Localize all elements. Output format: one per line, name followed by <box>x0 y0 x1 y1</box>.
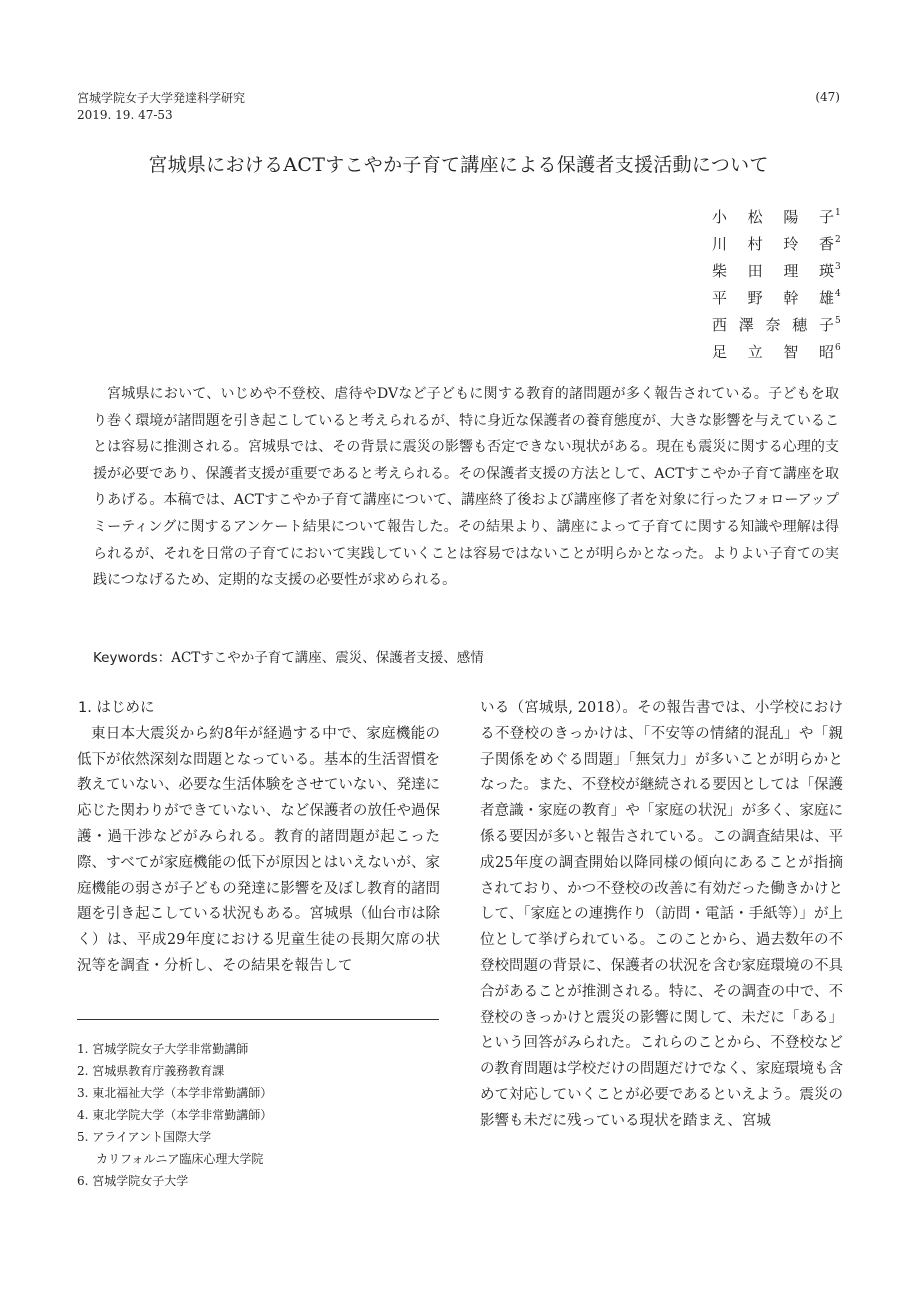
author-name: 足立智昭 <box>712 343 834 361</box>
keywords <box>93 646 484 666</box>
paper-title: 宮城県におけるACTすこやか子育て講座による保護者支援活動について <box>148 154 769 176</box>
footnote-text: 東北福祉大学（本学非常勤講師） <box>92 1086 273 1100</box>
footnote-number: 4. <box>77 1108 89 1122</box>
author-name: 川村玲香 <box>712 235 834 253</box>
footnote-text: 東北学院大学（本学非常勤講師） <box>92 1108 273 1122</box>
section-heading: 1. はじめに <box>78 700 155 716</box>
author <box>712 281 841 308</box>
footnote-text: 宮城学院女子大学非常勤講師 <box>92 1042 249 1056</box>
author-affiliation-mark: 4 <box>835 289 841 299</box>
footnote-number: 5. <box>77 1130 89 1144</box>
author <box>712 335 841 362</box>
footnote-number: 6. <box>77 1174 89 1188</box>
footnote-list <box>77 1038 272 1192</box>
footnote-text: 宮城県教育庁義務教育課 <box>92 1064 225 1078</box>
author-affiliation-mark: 5 <box>835 316 841 326</box>
author-affiliation-mark: 2 <box>835 235 841 245</box>
footnote-continuation: カリフォルニア臨床心理大学院 <box>96 1152 264 1166</box>
journal-header <box>77 90 245 124</box>
author <box>712 200 841 227</box>
keywords-text: ACTすこやか子育て講座、震災、保護者支援、感情 <box>171 650 484 666</box>
keywords-label: Keywords： <box>93 650 172 666</box>
body-text-left: 東日本大震災から約8年が経過する中で、家庭機能の低下が依然深刻な問題となっている。基本的生活習慣を教えていない、必要な生活体験をさせていない、発達に応じた関わりができていない、など保護者の放任や過保護・過干渉などがみられる。教育的諸問題が起こった際、すべてが家庭機能の低下が原因とはいえないが、家庭機能の弱さが子どもの発達に影響を及ぼし教育的諸問題を引き起こしている状況もある。宮城県（仙台市は除く）は、平成29年度における児童生徒の長期欠席の状況等を調査・分析し、その結果を報告して <box>77 725 440 974</box>
journal-name: 宮城学院女子大学発達科学研究 <box>77 91 246 105</box>
author-affiliation-mark: 3 <box>835 262 841 272</box>
footnote-text: アライアント国際大学 <box>92 1130 212 1144</box>
author <box>712 254 841 281</box>
footnote <box>77 1104 272 1126</box>
author <box>712 227 841 254</box>
author-affiliation-mark: 6 <box>835 343 841 353</box>
abstract <box>93 381 839 594</box>
body-column-left <box>77 696 440 980</box>
author <box>712 308 841 335</box>
author-affiliation-mark: 1 <box>835 208 841 218</box>
author-name: 柴田理瑛 <box>712 262 834 280</box>
footnote <box>77 1170 272 1192</box>
body-text-right: いる（宮城県, 2018）。その報告書では、小学校における不登校のきっかけは、「不安等の情緒的混乱」や「親子関係をめぐる問題」「無気力」が多いことが明らかとなった。また、不登校が継続される要因としては「保護者意識・家庭の教育」や「家庭の状況」が多く、家庭に係る要因が多いと報告されている。この調査結果は、平成25年度の調査開始以降同様の傾向にあることが指摘されており、かつ不登校の改善に有効だった働きかけとして、「家庭との連携作り（訪問・電話・手紙等）」が上位として挙げられている。このことから、過去数年の不登校問題の背景に、保護者の状況を含む家庭環境の不具合があることが推測される。特に、その調査の中で、不登校のきっかけと震災の影響に関して、未だに「ある」という回答がみられた。これらのことから、不登校などの教育問題は学校だけの問題だけでなく、家庭環境も含めて対応していくことが必要であるといえよう。震災の影響も未だに残っている現状を踏まえ、宮城 <box>480 700 843 1129</box>
journal-citation: 2019. 19. 47-53 <box>77 108 173 122</box>
footnote-number: 2. <box>77 1064 89 1078</box>
page-number: (47) <box>815 90 840 104</box>
footnote <box>77 1038 272 1060</box>
footnote <box>77 1060 272 1082</box>
footnote-divider <box>77 1019 439 1020</box>
footnote-number: 3. <box>77 1086 89 1100</box>
author-list <box>712 200 841 362</box>
author-name: 小松陽子 <box>712 208 834 226</box>
author-name: 平野幹雄 <box>712 289 834 307</box>
author-name: 西澤奈穂子 <box>712 316 834 334</box>
footnote <box>77 1082 272 1104</box>
abstract-text: 宮城県において、いじめや不登校、虐待やDVなど子どもに関する教育的諸問題が多く報告されている。子どもを取り巻く環境が諸問題を引き起こしていると考えられるが、特に身近な保護者の養育態度が、大きな影響を与えていることは容易に推測される。宮城県では、その背景に震災の影響も否定できない現状がある。現在も震災に関する心理的支援が必要であり、保護者支援が重要であると考えられる。その保護者支援の方法として、ACTすこやか子育て講座を取りあげる。本稿では、ACTすこやか子育て講座について、講座終了後および講座修了者を対象に行ったフォローアップミーティングに関するアンケート結果について報告した。その結果より、講座によって子育てに関する知識や理解は得られるが、それを日常の子育てにおいて実践していくことは容易ではないことが明らかとなった。よりよい子育ての実践につなげるため、定期的な支援の必要性が求められる。 <box>93 386 839 589</box>
footnote-text: 宮城学院女子大学 <box>92 1174 189 1188</box>
body-column-right <box>480 696 843 1135</box>
footnote-number: 1. <box>77 1042 89 1056</box>
footnote <box>77 1126 272 1148</box>
